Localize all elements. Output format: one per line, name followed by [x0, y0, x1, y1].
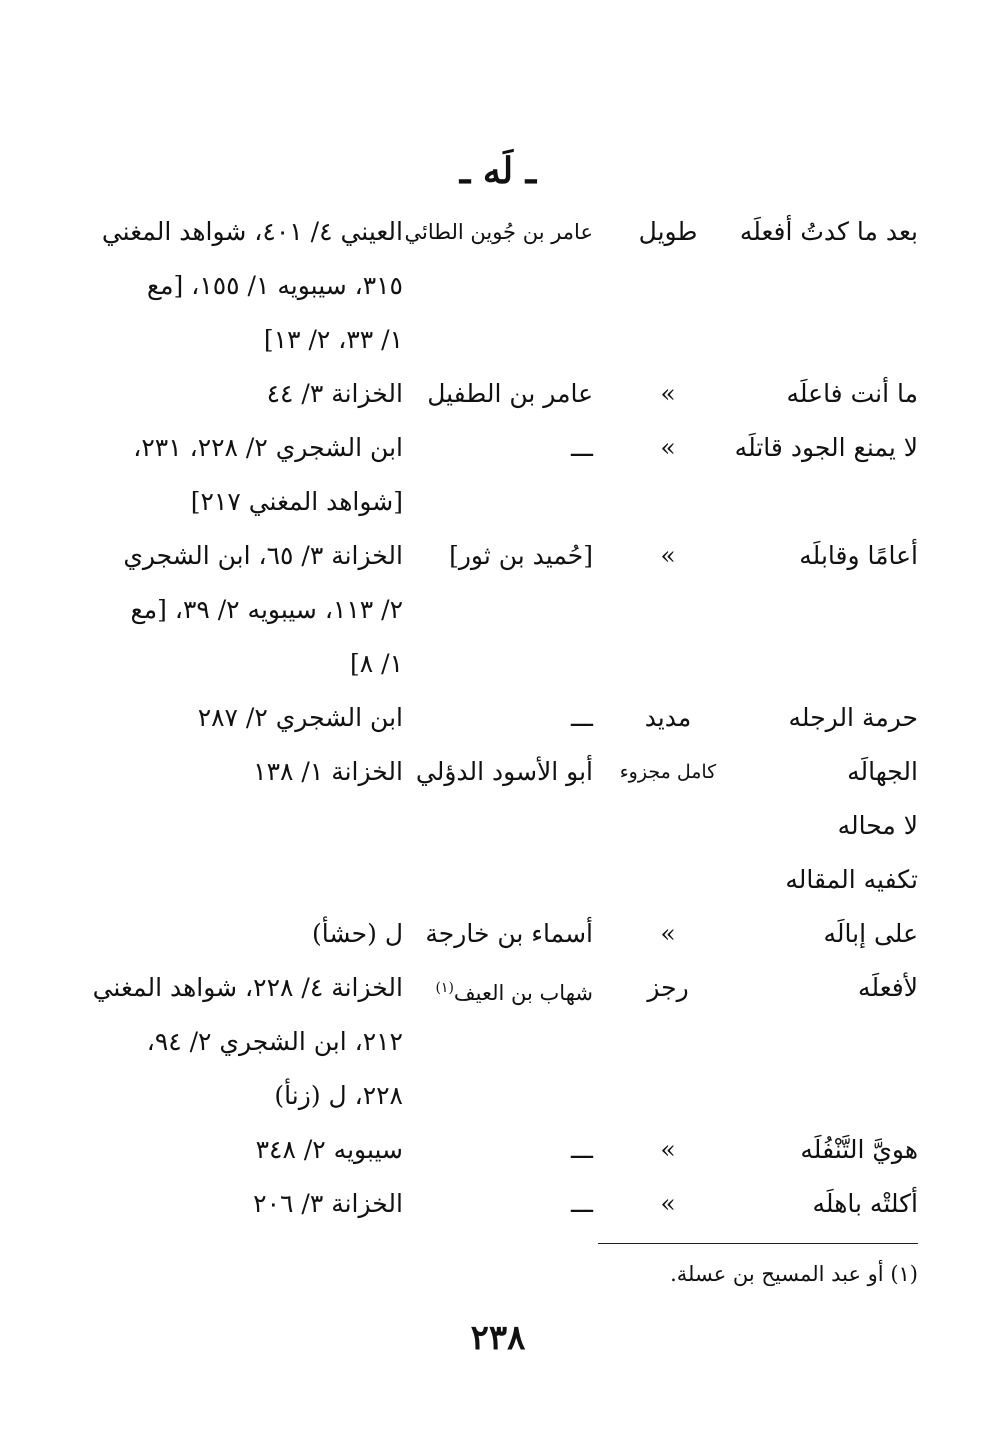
footnote: (١) أو عبد المسيح بن عسلة. — [670, 1262, 918, 1286]
source-line: ابن الشجري ٢/ ٢٢٨، ٢٣١، — [133, 433, 403, 462]
page-number: ٢٣٨ — [470, 1318, 526, 1358]
source-line: الخزانة ٣/ ٢٠٦ — [253, 1189, 403, 1218]
verse-fragment: بعد ما كدتُ أفعلَه — [739, 217, 918, 246]
meter: » — [660, 1135, 676, 1164]
entry-row — [78, 853, 918, 907]
poet: عامر بن الطفيل — [427, 379, 593, 408]
verse-fragment: لأفعلَه — [858, 973, 918, 1002]
entry-row — [78, 961, 918, 1123]
poet: [حُميد بن ثور] — [449, 541, 593, 570]
poet: عامر بن جُوين الطائي — [404, 220, 593, 244]
poet: ـــ — [571, 1135, 593, 1164]
entry-row — [78, 1177, 918, 1231]
entry-row — [78, 691, 918, 745]
footnote-divider — [598, 1243, 918, 1244]
entries-table — [78, 205, 918, 1231]
source-line: سيبويه ٢/ ٣٤٨ — [255, 1135, 403, 1164]
verse-fragment: الجهالَه — [847, 757, 918, 786]
entry-row — [78, 421, 918, 529]
poet: ـــ — [571, 433, 593, 462]
meter: » — [660, 1189, 676, 1218]
poet: شهاب بن العيف — [453, 981, 593, 1005]
source-line: ٢/ ١١٣، سيبويه ٢/ ٣٩، [مع — [130, 595, 403, 624]
entry-row — [78, 907, 918, 961]
entry-row — [78, 745, 918, 799]
source-line: [شواهد المغني ٢١٧] — [190, 487, 403, 516]
poet: أسماء بن خارجة — [425, 919, 593, 948]
meter: رجز — [647, 973, 689, 1002]
verse-fragment: أعامًا وقابلَه — [799, 541, 918, 570]
footnote-marker: (١) — [435, 980, 454, 996]
entry-row — [78, 1123, 918, 1177]
source-line: الخزانة ٣/ ٦٥، ابن الشجري — [123, 541, 403, 570]
verse-fragment: تكفيه المقاله — [785, 865, 918, 894]
verse-fragment: هويَّ التَّنْفُلَه — [800, 1135, 918, 1164]
meter: مديد — [644, 703, 692, 732]
entry-row — [78, 367, 918, 421]
meter: » — [660, 919, 676, 948]
meter: » — [660, 379, 676, 408]
verse-fragment: ما أنت فاعلَه — [786, 379, 918, 408]
source-line: ١/ ٣٣، ٢/ ١٣] — [263, 325, 403, 354]
source-line: ٢٢٨، ل (زنأ) — [274, 1081, 403, 1110]
page-heading: ـ لَه ـ — [459, 150, 537, 192]
verse-fragment: على إبالَه — [823, 919, 918, 948]
source-line: الخزانة ١/ ١٣٨ — [253, 757, 403, 786]
source-line: ل (حشأ) — [312, 919, 403, 948]
source-line: العيني ٤/ ٤٠١، شواهد المغني — [101, 217, 403, 246]
source-line: ٢١٢، ابن الشجري ٢/ ٩٤، — [146, 1027, 403, 1056]
verse-fragment: لا محاله — [837, 811, 918, 840]
entry-row — [78, 205, 918, 367]
poet-with-note — [403, 961, 593, 1020]
poet: أبو الأسود الدؤلي — [415, 757, 593, 786]
source-line: ١/ ٨] — [349, 649, 403, 678]
poet: ـــ — [571, 703, 593, 732]
verse-fragment: حرمة الرجله — [788, 703, 918, 732]
verse-fragment: أكلتْه باهلَه — [812, 1189, 918, 1218]
source-line: ابن الشجري ٢/ ٢٨٧ — [197, 703, 403, 732]
meter: » — [660, 433, 676, 462]
poet: ـــ — [571, 1189, 593, 1218]
meter: كامل مجزوء — [619, 761, 717, 783]
source-line: الخزانة ٣/ ٤٤ — [266, 379, 403, 408]
source-line: ٣١٥، سيبويه ١/ ١٥٥، [مع — [146, 271, 403, 300]
meter: » — [660, 541, 676, 570]
meter: طويل — [638, 217, 698, 246]
entry-row — [78, 529, 918, 691]
verse-fragment: لا يمنع الجود قاتلَه — [734, 433, 918, 462]
source-line: الخزانة ٤/ ٢٢٨، شواهد المغني — [92, 973, 403, 1002]
entry-row — [78, 799, 918, 853]
